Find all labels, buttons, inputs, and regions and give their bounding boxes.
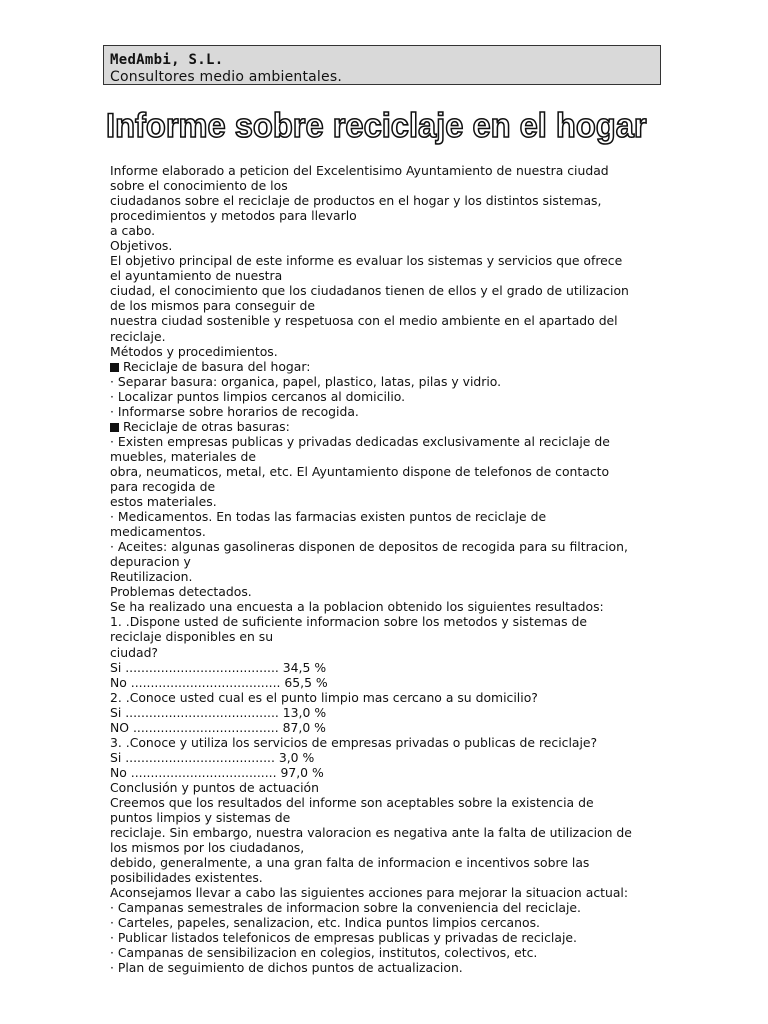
body-line-text: Se ha realizado una encuesta a la poblacion obtenido los siguientes resultados: — [110, 599, 604, 615]
body-line — [110, 524, 670, 539]
body-line — [110, 298, 670, 313]
body-line — [110, 344, 670, 359]
body-line — [110, 645, 670, 660]
body-line — [110, 795, 670, 810]
body-line-text: · Publicar listados telefonicos de empresas publicas y privadas de reciclaje. — [110, 930, 577, 946]
body-line-text: debido, generalmente, a una gran falta de informacion e incentivos sobre las — [110, 855, 590, 871]
body-line-text: Reciclaje de otras basuras: — [123, 418, 290, 434]
square-bullet-icon — [110, 363, 119, 372]
body-line — [110, 960, 670, 975]
body-line-text: muebles, materiales de — [110, 448, 257, 464]
body-line — [110, 690, 670, 705]
body-line — [110, 359, 670, 374]
body-line-text: para recogida de — [110, 478, 216, 494]
body-line — [110, 599, 670, 614]
body-line-text: Problemas detectados. — [110, 584, 252, 600]
body-line-text: · Medicamentos. En todas las farmacias existen puntos de reciclaje de — [110, 509, 547, 525]
body-line — [110, 494, 670, 509]
body-line-text: · Localizar puntos limpios cercanos al domicilio. — [110, 388, 406, 404]
body-line — [110, 208, 670, 223]
body-line-text: de los mismos para conseguir de — [110, 298, 315, 314]
body-line — [110, 780, 670, 795]
body-line — [110, 509, 670, 524]
body-line-text: puntos limpios y sistemas de — [110, 810, 291, 826]
body-line — [110, 675, 670, 690]
body-line-text: reciclaje. — [110, 328, 166, 344]
body-line — [110, 313, 670, 328]
body-line-text: nuestra ciudad sostenible y respetuosa con el medio ambiente en el apartado del — [110, 313, 618, 329]
body-line-text: Conclusión y puntos de actuación — [110, 779, 319, 795]
body-line — [110, 554, 670, 569]
body-line-text: el ayuntamiento de nuestra — [110, 268, 283, 284]
body-line-text: · Separar basura: organica, papel, plastico, latas, pilas y vidrio. — [110, 373, 502, 389]
body-line — [110, 765, 670, 780]
body-line — [110, 750, 670, 765]
body-line-text: Aconsejamos llevar a cabo las siguientes acciones para mejorar la situacion actual: — [110, 885, 629, 901]
body-line — [110, 434, 670, 449]
body-line-text: El objetivo principal de este informe es evaluar los sistemas y servicios que ofrece — [110, 253, 623, 269]
body-line-text: · Campanas de sensibilizacion en colegios, institutos, colectivos, etc. — [110, 945, 538, 961]
body-line-text: Reutilizacion. — [110, 569, 193, 585]
body-line — [110, 915, 670, 930]
body-line-text: a cabo. — [110, 223, 156, 239]
body-line-text: Si ....................................... 13,0 % — [110, 704, 327, 720]
body-line-text: Si ....................................... 34,5 % — [110, 659, 327, 675]
body-line-text: No ...................................... 65,5 % — [110, 674, 328, 690]
body-line-text: Creemos que los resultados del informe son aceptables sobre la existencia de — [110, 794, 594, 810]
company-subtitle: Consultores medio ambientales. — [110, 69, 342, 85]
body-line-text: ciudad? — [110, 644, 159, 660]
body-line — [110, 720, 670, 735]
body-line — [110, 735, 670, 750]
body-line-text: · Aceites: algunas gasolineras disponen de depositos de recogida para su filtracion, — [110, 539, 628, 555]
company-header-box — [103, 45, 661, 85]
body-line — [110, 705, 670, 720]
body-line — [110, 584, 670, 599]
square-bullet-icon — [110, 423, 119, 432]
body-line — [110, 629, 670, 644]
body-line-text: ciudadanos sobre el reciclaje de productos en el hogar y los distintos sistemas, — [110, 193, 602, 209]
body-line-text: Reciclaje de basura del hogar: — [123, 358, 311, 374]
body-line-text: posibilidades existentes. — [110, 870, 263, 886]
body-line — [110, 840, 670, 855]
body-line — [110, 930, 670, 945]
body-line — [110, 163, 670, 178]
body-line — [110, 283, 670, 298]
body-line — [110, 193, 670, 208]
body-line — [110, 449, 670, 464]
body-line — [110, 419, 670, 434]
body-line — [110, 569, 670, 584]
body-line-text: Si ...................................... 3,0 % — [110, 749, 315, 765]
body-line — [110, 404, 670, 419]
body-line-text: · Campanas semestrales de informacion sobre la conveniencia del reciclaje. — [110, 900, 581, 916]
body-line-text: 2. .Conoce usted cual es el punto limpio mas cercano a su domicilio? — [110, 689, 538, 705]
body-line-text: Objetivos. — [110, 238, 173, 254]
body-line-text: sobre el conocimiento de los — [110, 178, 288, 194]
body-line — [110, 253, 670, 268]
body-line — [110, 479, 670, 494]
body-line — [110, 464, 670, 479]
body-line — [110, 614, 670, 629]
body-line — [110, 238, 670, 253]
body-line-text: depuracion y — [110, 554, 191, 570]
body-line-text: reciclaje disponibles en su — [110, 629, 274, 645]
body-line-text: procedimientos y metodos para llevarlo — [110, 208, 357, 224]
body-line-text: obra, neumaticos, metal, etc. El Ayuntamiento dispone de telefonos de contacto — [110, 463, 610, 479]
body-line-text: ciudad, el conocimiento que los ciudadanos tienen de ellos y el grado de utilizacion — [110, 283, 629, 299]
body-line-text: No ..................................... 97,0 % — [110, 764, 324, 780]
body-line — [110, 660, 670, 675]
body-line-text: · Existen empresas publicas y privadas dedicadas exclusivamente al reciclaje de — [110, 433, 610, 449]
body-line-text: · Carteles, papeles, senalizacion, etc. Indica puntos limpios cercanos. — [110, 915, 540, 931]
body-line — [110, 389, 670, 404]
report-title: Informe sobre reciclaje en el hogar — [106, 107, 647, 145]
report-body — [110, 163, 670, 976]
body-line — [110, 885, 670, 900]
body-line — [110, 945, 670, 960]
body-line — [110, 855, 670, 870]
body-line — [110, 268, 670, 283]
body-line-text: reciclaje. Sin embargo, nuestra valoracion es negativa ante la falta de utilizacion de — [110, 825, 632, 841]
company-name: MedAmbi, S.L. — [110, 52, 224, 68]
body-line — [110, 825, 670, 840]
body-line — [110, 870, 670, 885]
body-line-text: NO ..................................... 87,0 % — [110, 719, 326, 735]
body-line-text: medicamentos. — [110, 524, 206, 540]
body-line — [110, 374, 670, 389]
body-line — [110, 539, 670, 554]
body-line-text: Informe elaborado a peticion del Excelentisimo Ayuntamiento de nuestra ciudad — [110, 163, 609, 178]
body-line — [110, 178, 670, 193]
body-line — [110, 900, 670, 915]
body-line-text: estos materiales. — [110, 494, 217, 510]
body-line — [110, 810, 670, 825]
body-line — [110, 329, 670, 344]
body-line-text: 1. .Dispone usted de suficiente informacion sobre los metodos y sistemas de — [110, 614, 588, 630]
body-line — [110, 223, 670, 238]
body-line-text: Métodos y procedimientos. — [110, 343, 278, 359]
body-line-text: · Informarse sobre horarios de recogida. — [110, 403, 359, 419]
body-line-text: 3. .Conoce y utiliza los servicios de empresas privadas o publicas de reciclaje? — [110, 734, 598, 750]
body-line-text: los mismos por los ciudadanos, — [110, 840, 305, 856]
body-line-text: · Plan de seguimiento de dichos puntos de actualizacion. — [110, 960, 463, 976]
